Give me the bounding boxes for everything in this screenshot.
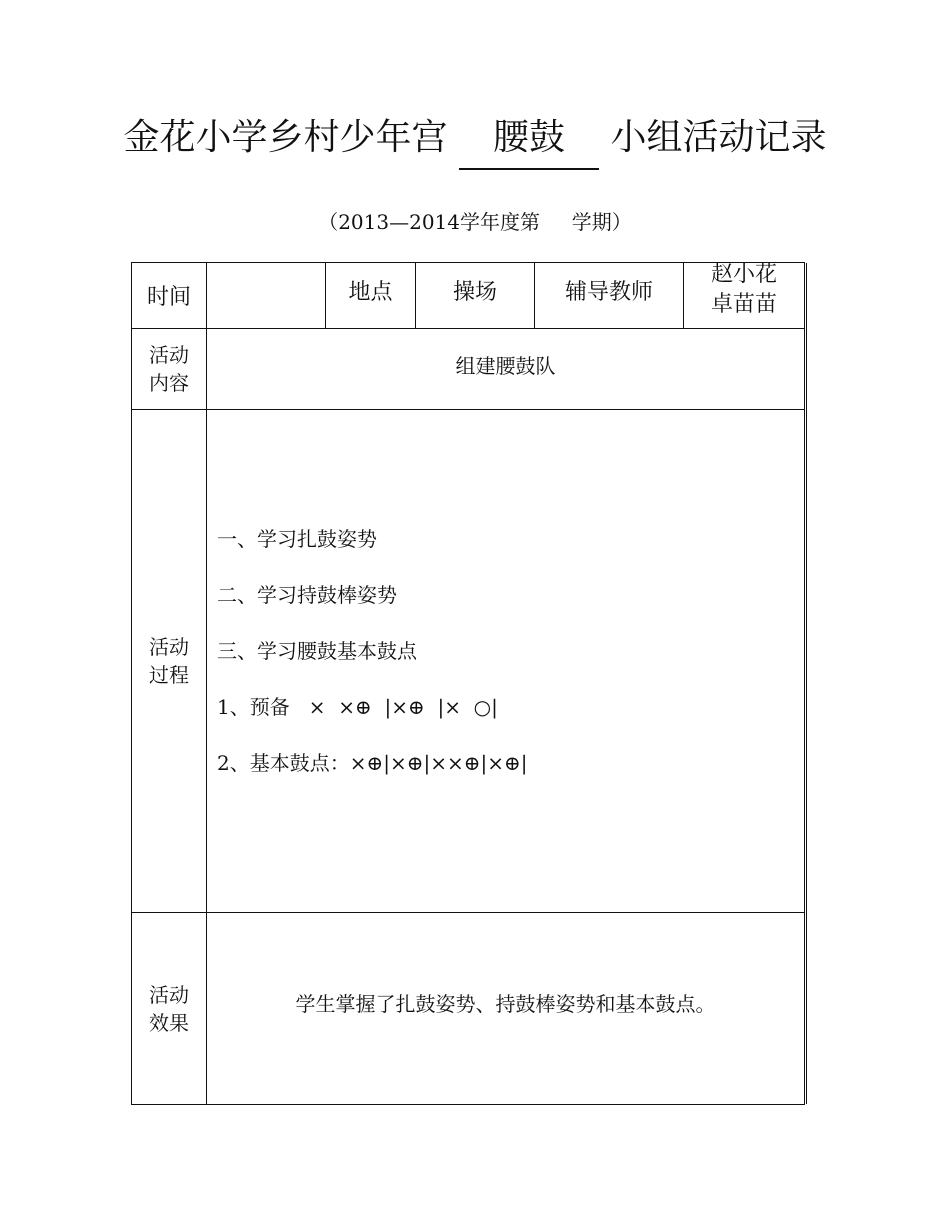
teacher-names [684,257,804,323]
time-value [207,263,325,328]
teacher-name: 卓苗苗 [710,292,777,317]
content-value: 组建腰鼓队 [455,354,556,378]
effect-value: 学生掌握了扎鼓姿势、持鼓棒姿势和基本鼓点。 [295,992,716,1016]
title-group-name: 腰鼓 [459,112,599,164]
teacher-name: 赵小花 [710,262,777,287]
teacher-label: 辅导教师 [564,280,653,305]
content-label-line: 内容 [149,371,189,395]
process-steps [217,525,528,805]
effect-label-line: 活动 [149,982,189,1007]
table-outer-edge [806,263,807,1104]
process-step: 一、学习扎鼓姿势 [217,527,377,551]
process-step: 2、基本鼓点：×⊕|×⊕|××⊕|×⊕| [217,751,528,775]
content-label-line: 活动 [149,343,189,367]
content-label [132,329,206,409]
activity-record-table [131,262,805,1105]
place-label: 地点 [348,280,393,305]
process-label-line: 活动 [149,635,189,659]
page-title [0,112,950,172]
title-suffix: 小组活动记录 [610,117,827,158]
place-value: 操场 [452,280,497,305]
process-step: 二、学习持鼓棒姿势 [217,583,397,607]
semester-subtitle: （2013—2014学年度第 学期） [318,210,632,234]
effect-label-line: 效果 [149,1010,189,1035]
title-prefix: 金花小学乡村少年宫 [123,117,448,158]
process-step: 三、学习腰鼓基本鼓点 [217,639,417,663]
process-label-line: 过程 [149,663,189,687]
process-label [132,410,206,912]
process-step: 1、预备 × ×⊕ |×⊕ |× ○| [217,695,498,719]
row-divider [132,409,804,410]
effect-label [132,913,206,1104]
time-label: 时间 [146,285,191,310]
